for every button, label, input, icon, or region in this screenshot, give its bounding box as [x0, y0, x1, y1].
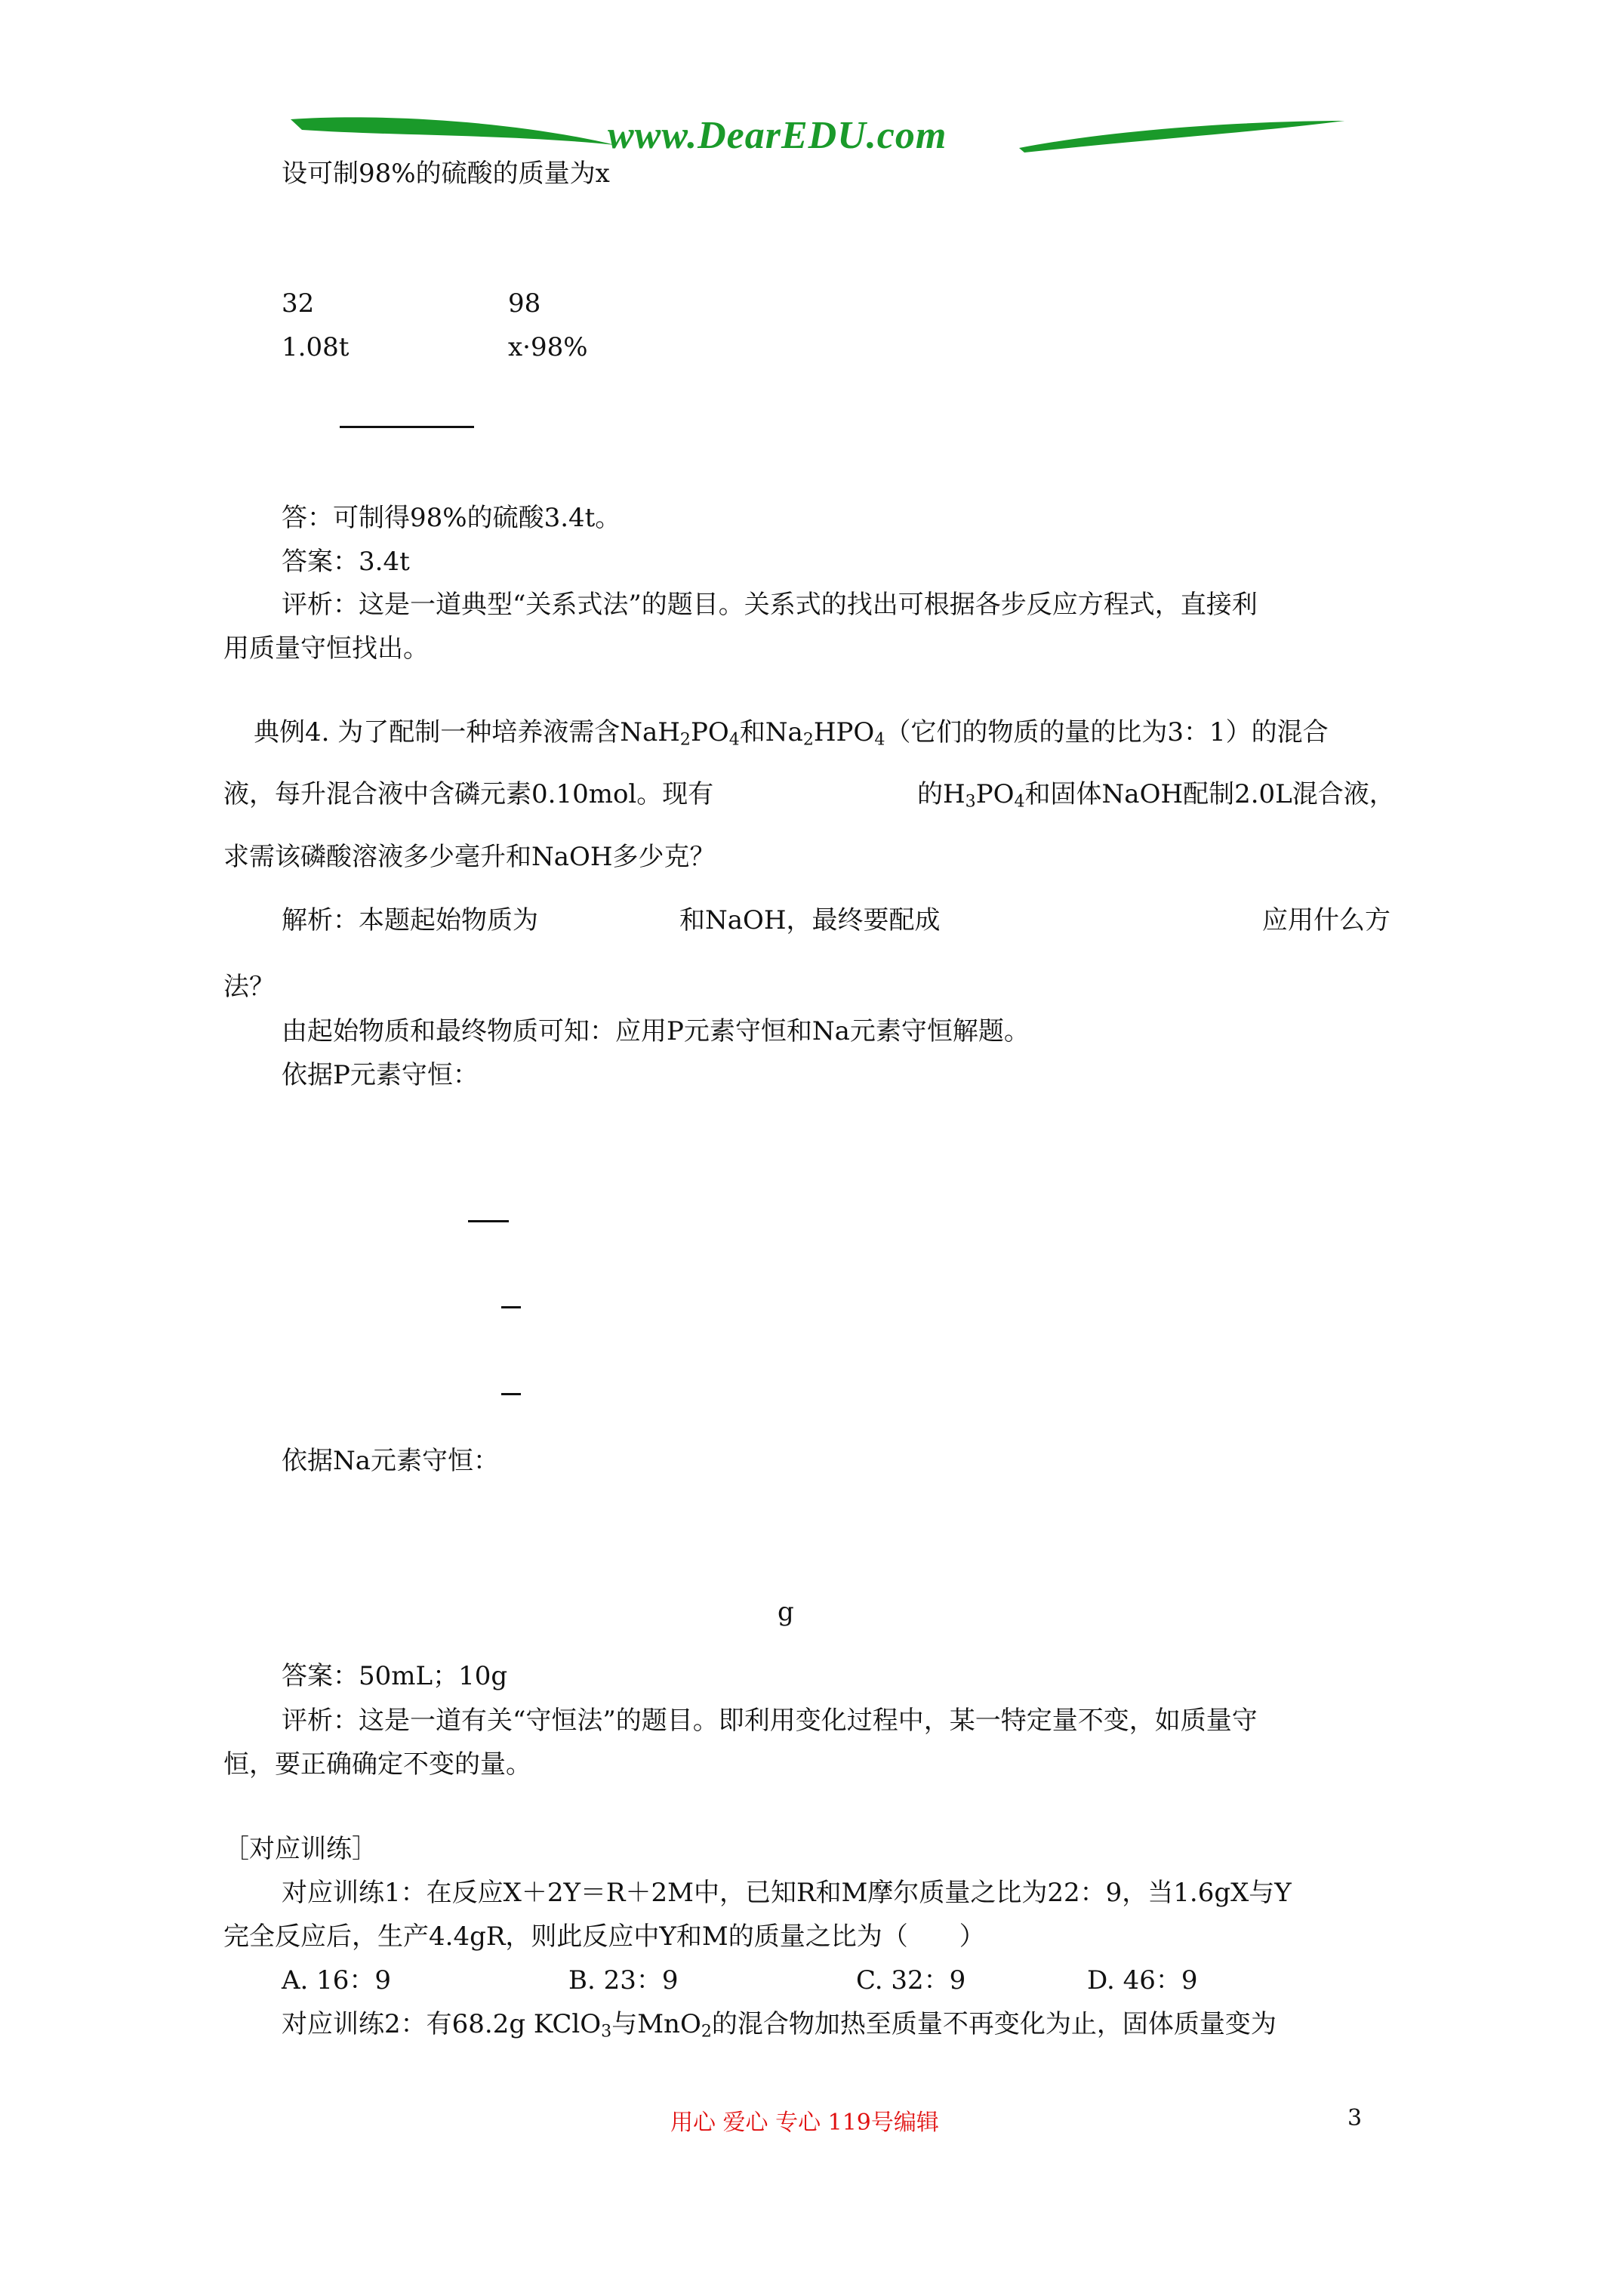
page-number: 3	[1347, 2105, 1363, 2131]
section-heading: ［对应训练］	[223, 1834, 377, 1864]
fraction-bar	[501, 1393, 521, 1395]
ratio-value: 32	[282, 288, 315, 319]
evaluation-line: 评析：这是一道典型“关系式法”的题目。关系式的找出可根据各步反应方程式，直接利	[282, 590, 1258, 620]
example-line: 求需该磷酸溶液多少毫升和NaOH多少克？	[223, 842, 716, 872]
solution-line: 解析：本题起始物质为	[282, 905, 538, 935]
evaluation-line: 用质量守恒找出。	[223, 633, 429, 664]
text-line: 设可制98%的硫酸的质量为x	[282, 159, 610, 189]
example-line: 典例4. 为了配制一种培养液需含$NaH_2PO_4$和$Na_2HPO_4$（它们的物质的量的比为3：1）的混合	[254, 717, 1329, 750]
solution-line: 法？	[223, 972, 275, 1002]
evaluation-line: 评析：这是一道有关“守恒法”的题目。即利用变化过程中，某一特定量不变，如质量守	[282, 1706, 1258, 1736]
answer-line: 答：可制得98%的硫酸3.4t。	[282, 503, 621, 533]
footer-text: 用心 爱心 专心 119号编辑	[670, 2110, 939, 2136]
option-a: A. 16：9	[282, 1965, 392, 1996]
answer-line: 答案：50mL；10g	[282, 1661, 508, 1691]
example-line: 的$H_3PO_4$和固体NaOH配制2.0L混合液，	[917, 779, 1395, 812]
unit-label: g	[778, 1597, 794, 1627]
option-b: B. 23：9	[568, 1965, 679, 1996]
solution-line: 和NaOH，最终要配成	[679, 905, 941, 935]
header-swoosh-right	[1015, 115, 1347, 160]
option-c: C. 32：9	[856, 1965, 966, 1996]
ratio-value: 1.08t	[282, 332, 350, 362]
solution-line: 依据Na元素守恒：	[282, 1446, 500, 1476]
fraction-bar	[501, 1306, 521, 1308]
ratio-value: 98	[508, 288, 541, 319]
header-swoosh-left	[287, 113, 619, 159]
solution-line: 依据P元素守恒：	[282, 1060, 479, 1090]
exercise-line: 完全反应后，生产4.4gR，则此反应中Y和M的质量之比为（ ）	[223, 1922, 985, 1952]
exercise-line: 对应训练1：在反应X＋2Y＝R＋2M中，已知R和M摩尔质量之比为22：9，当1.6gX与Y	[282, 1878, 1292, 1908]
solution-line: 应用什么方	[1262, 905, 1390, 935]
fraction-bar	[340, 426, 474, 428]
ratio-value: x·98%	[508, 332, 588, 362]
answer-line: 答案：3.4t	[282, 547, 410, 577]
exercise-line: 对应训练2：有68.2g KClO$_3$与MnO$_2$的混合物加热至质量不再变化为止，固体质量变为	[282, 2009, 1277, 2042]
evaluation-line: 恒，要正确确定不变的量。	[223, 1749, 531, 1780]
example-line: 液，每升混合液中含磷元素0.10mol。现有	[223, 779, 714, 809]
fraction-bar	[468, 1220, 509, 1222]
site-logo: www.DearEDU.com	[608, 114, 947, 157]
solution-line: 由起始物质和最终物质可知：应用P元素守恒和Na元素守恒解题。	[282, 1016, 1030, 1046]
option-d: D. 46：9	[1087, 1965, 1198, 1996]
